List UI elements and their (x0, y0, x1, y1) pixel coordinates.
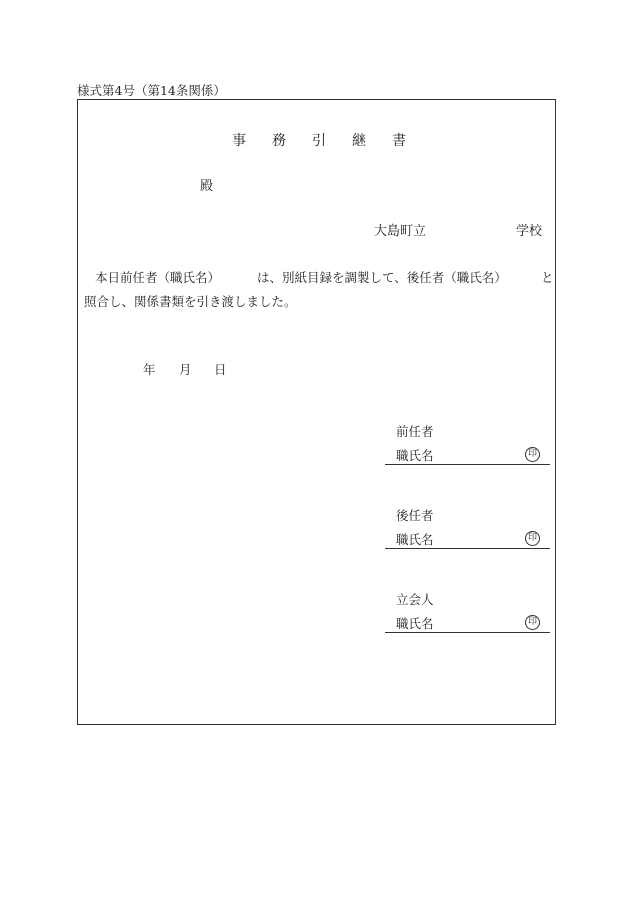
town-name: 大島町立 (374, 224, 427, 239)
seal-icon: 印 (525, 615, 540, 630)
title-char: 書 (392, 133, 406, 149)
signature-field-label: 職氏名 (396, 532, 434, 547)
signature-role-witness: 立会人 (396, 592, 434, 607)
title-char: 務 (272, 133, 286, 149)
date-year-label: 年 (143, 362, 156, 377)
date-day-label: 日 (214, 362, 227, 377)
title-char: 継 (352, 133, 366, 149)
document-title (232, 134, 406, 148)
title-char: 事 (232, 133, 246, 149)
date-month-label: 月 (179, 362, 192, 377)
school-suffix: 学校 (516, 224, 543, 239)
signature-field-label: 職氏名 (396, 448, 434, 463)
signature-role-predecessor: 前任者 (396, 424, 434, 439)
paragraph-particle: と (541, 270, 554, 285)
signature-role-successor: 後任者 (396, 508, 434, 523)
paragraph-predecessor: 本日前任者（職氏名） (95, 270, 221, 285)
seal-icon: 印 (525, 447, 540, 462)
signature-field-label: 職氏名 (396, 616, 434, 631)
paragraph-successor: は、別紙目録を調製して、後任者（職氏名） (257, 270, 507, 285)
signature-line (385, 548, 550, 549)
paragraph-line-2: 照合し、関係書類を引き渡しました。 (84, 294, 297, 309)
signature-line (385, 632, 550, 633)
addressee-honorific: 殿 (200, 179, 214, 194)
title-char: 引 (312, 133, 326, 149)
seal-icon: 印 (525, 531, 540, 546)
signature-line (385, 464, 550, 465)
form-number-label: 様式第4号（第14条関係） (77, 83, 226, 98)
